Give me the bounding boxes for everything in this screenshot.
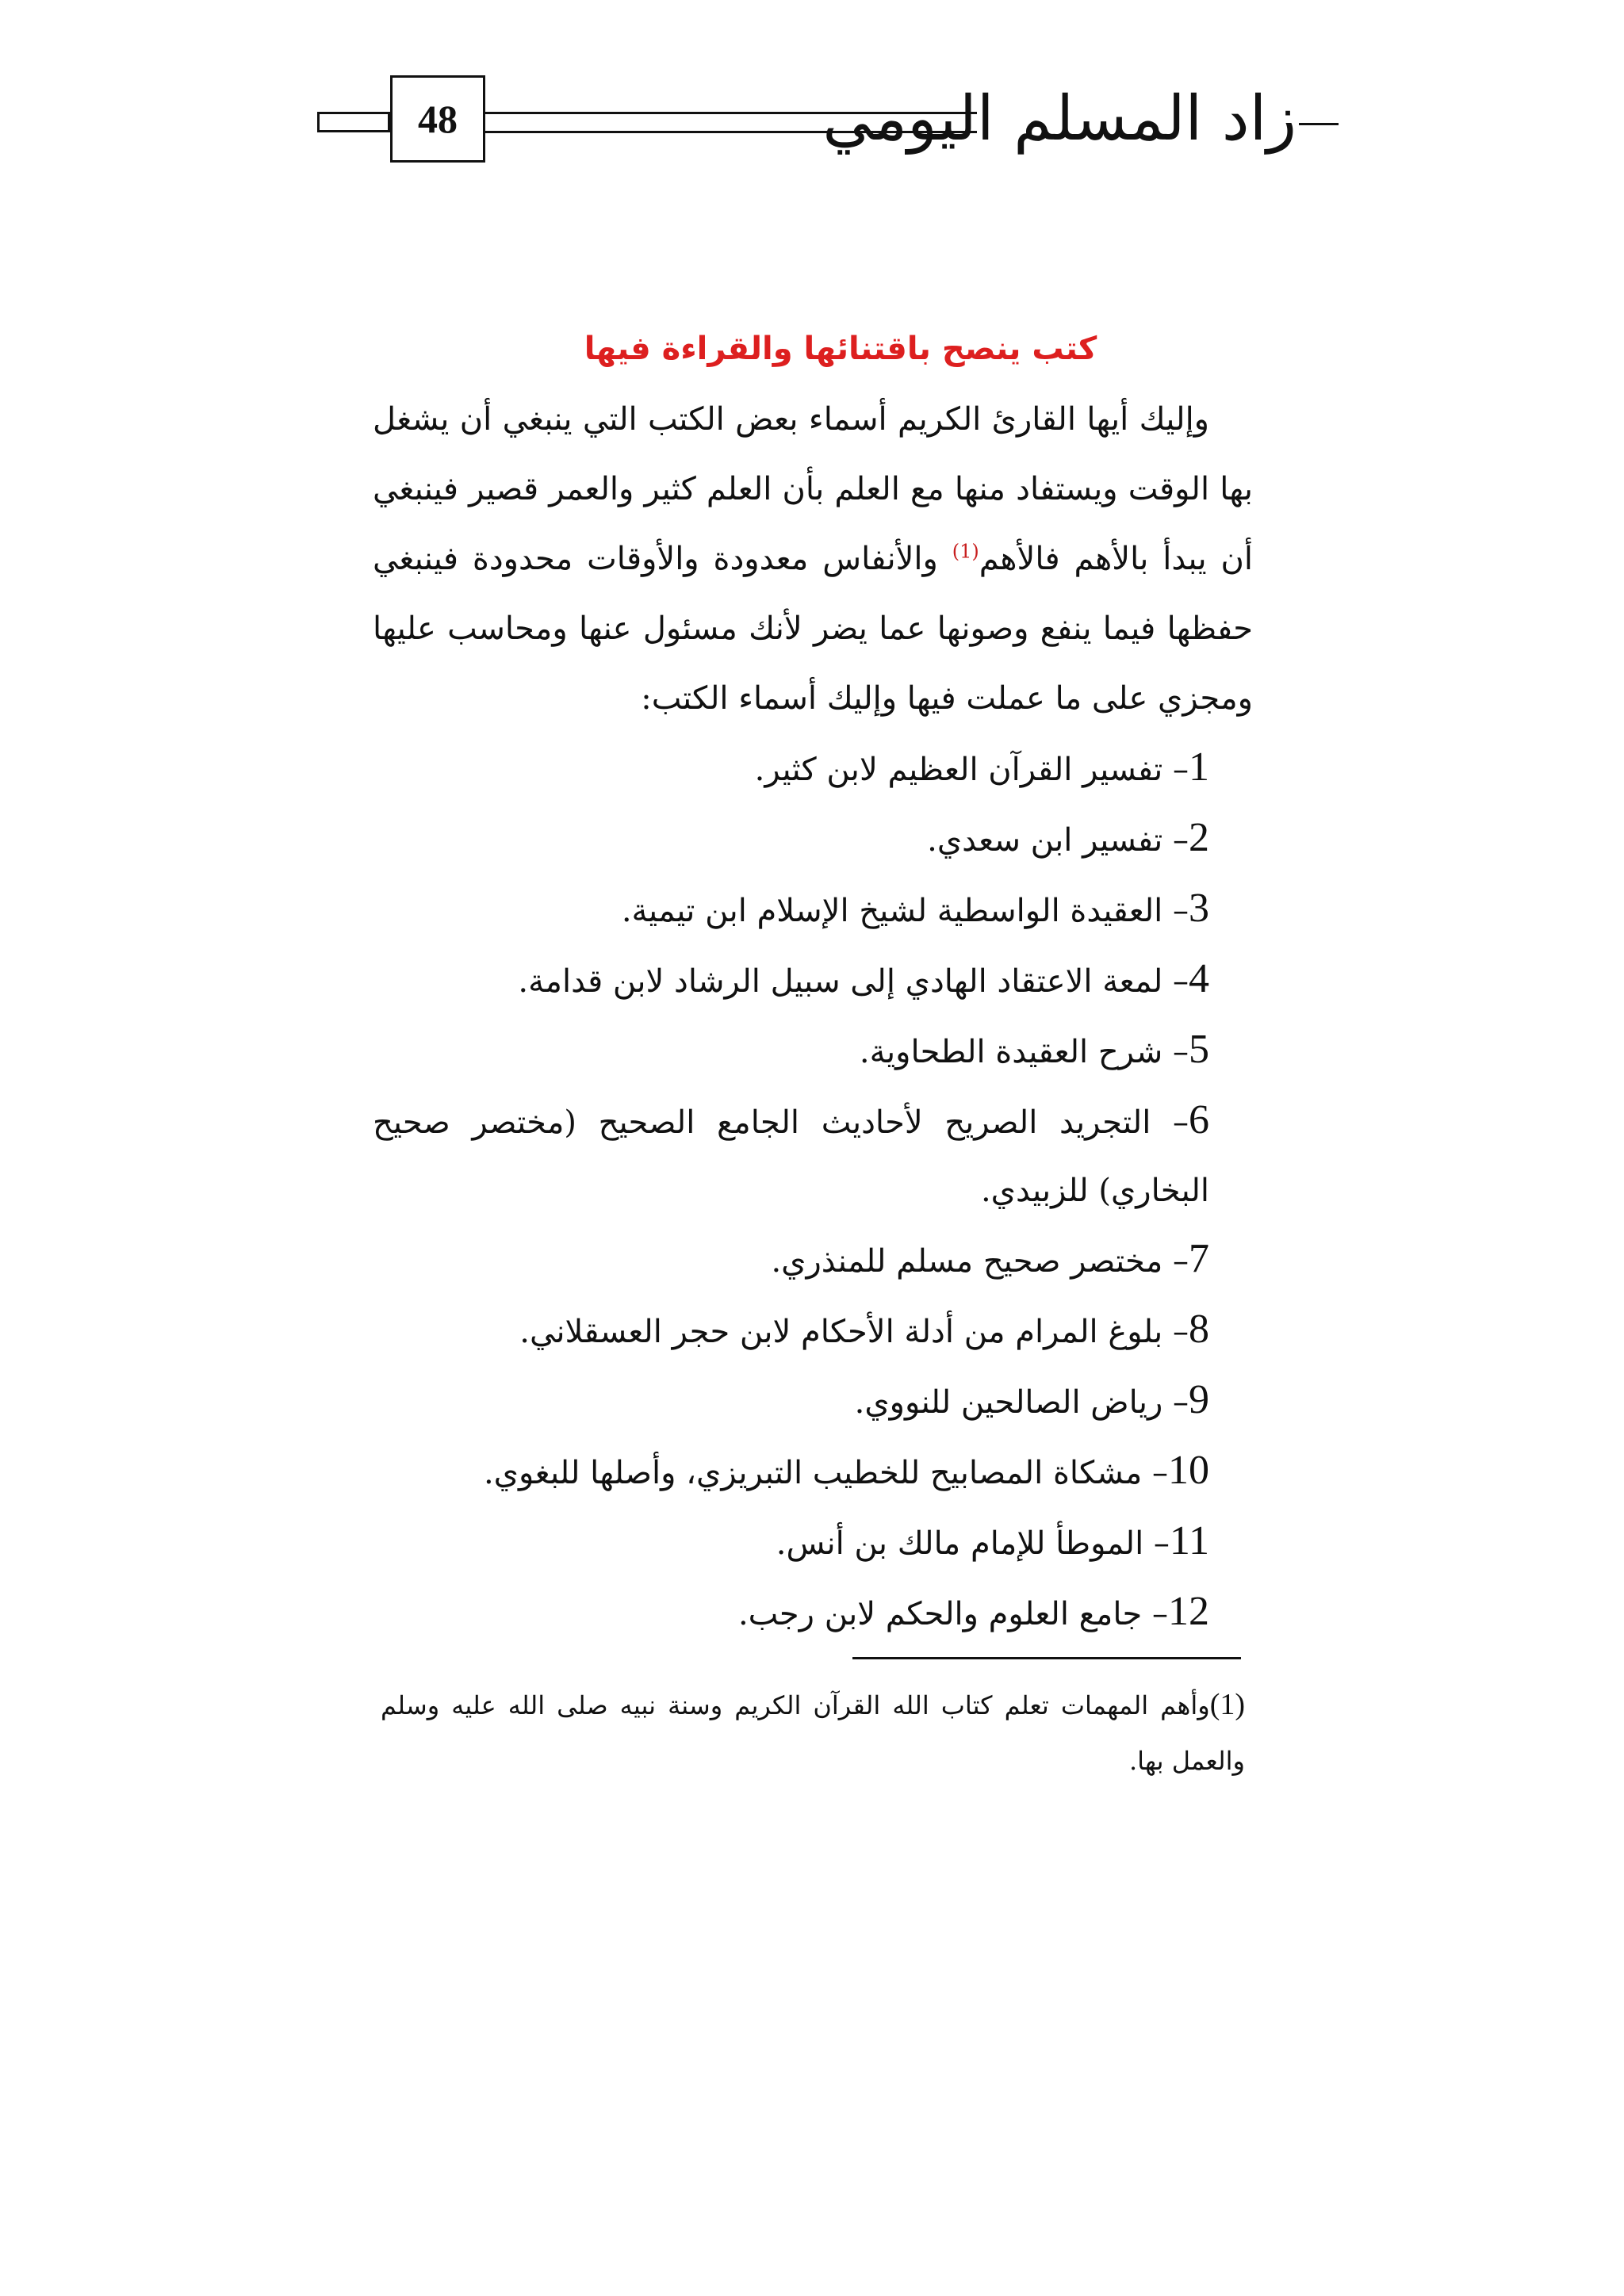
footnote-reference[interactable]: (1) <box>952 540 979 563</box>
book-list <box>373 733 1253 1648</box>
item-text: – التجريد الصريح لأحاديث الجامع الصحيح (مختصر صحيح البخاري) للزبيدي. <box>373 1104 1209 1209</box>
item-text: – العقيدة الواسطية لشيخ الإسلام ابن تيمية. <box>621 893 1189 929</box>
item-number: 12 <box>1168 1589 1209 1634</box>
list-item <box>373 1086 1253 1225</box>
item-text: – مختصر صحيح مسلم للمنذري. <box>771 1243 1189 1280</box>
header-frame-left <box>317 112 390 132</box>
item-number: 4 <box>1189 956 1209 1001</box>
intro-paragraph <box>373 385 1253 733</box>
list-item <box>373 1578 1253 1648</box>
item-number: 3 <box>1189 886 1209 931</box>
list-item <box>373 1225 1253 1295</box>
list-item <box>373 804 1253 874</box>
item-text: – شرح العقيدة الطحاوية. <box>859 1034 1189 1070</box>
list-item <box>373 1366 1253 1437</box>
item-text: – تفسير القرآن العظيم لابن كثير. <box>754 752 1189 788</box>
item-text: – الموطأ للإمام مالك بن أنس. <box>776 1525 1170 1562</box>
item-number: 2 <box>1189 815 1209 860</box>
list-item <box>373 945 1253 1016</box>
item-number: 8 <box>1189 1307 1209 1352</box>
item-number: 11 <box>1169 1518 1209 1563</box>
item-number: 6 <box>1189 1097 1209 1142</box>
item-number: 5 <box>1189 1027 1209 1072</box>
list-item <box>373 1437 1253 1507</box>
item-text: – مشكاة المصابيح للخطيب التبريزي، وأصلها للبغوي. <box>483 1455 1168 1491</box>
item-text: – تفسير ابن سعدي. <box>927 822 1189 859</box>
book-title: زاد المسلم اليومي <box>822 83 1297 155</box>
list-item <box>373 1295 1253 1366</box>
item-text: – جامع العلوم والحكم لابن رجب. <box>737 1596 1168 1632</box>
header-rule-tail <box>1299 123 1339 125</box>
main-content <box>373 313 1253 1648</box>
footnote-marker: (1) <box>1209 1688 1245 1721</box>
footnote-divider <box>852 1657 1241 1659</box>
page-number: 48 <box>390 75 485 163</box>
item-number: 7 <box>1189 1236 1209 1281</box>
item-number: 9 <box>1189 1377 1209 1422</box>
item-number: 1 <box>1189 744 1209 790</box>
list-item <box>373 1507 1253 1578</box>
item-text: – بلوغ المرام من أدلة الأحكام لابن حجر العسقلاني. <box>519 1314 1189 1350</box>
list-item <box>373 1016 1253 1086</box>
footnote <box>381 1677 1245 1789</box>
footnote-text: وأهم المهمات تعلم كتاب الله القرآن الكريم وسنة نبيه صلى الله عليه وسلم والعمل بها. <box>381 1690 1245 1776</box>
intro-text-part-2: والأنفاس معدودة والأوقات محدودة فينبغي حفظها فيما ينفع وصونها عما يضر لأنك مسئول عنها ومحاسب عليها ومجزي على ما عملت فيها وإليك أسماء الكتب: <box>373 541 1253 717</box>
item-text: – رياض الصالحين للنووي. <box>854 1384 1189 1421</box>
page-header <box>317 75 1340 170</box>
item-number: 10 <box>1168 1448 1209 1493</box>
list-item <box>373 733 1253 804</box>
list-item <box>373 874 1253 945</box>
intro-text-part-1: وإليك أيها القارئ الكريم أسماء بعض الكتب التي ينبغي أن يشغل بها الوقت ويستفاد منها مع العلم بأن العلم كثير والعمر قصير فينبغي أن يبدأ بالأهم فالأهم <box>373 401 1253 577</box>
item-text: – لمعة الاعتقاد الهادي إلى سبيل الرشاد لابن قدامة. <box>518 963 1189 1000</box>
section-title: كتب ينصح باقتنائها والقراءة فيها <box>584 331 1097 367</box>
